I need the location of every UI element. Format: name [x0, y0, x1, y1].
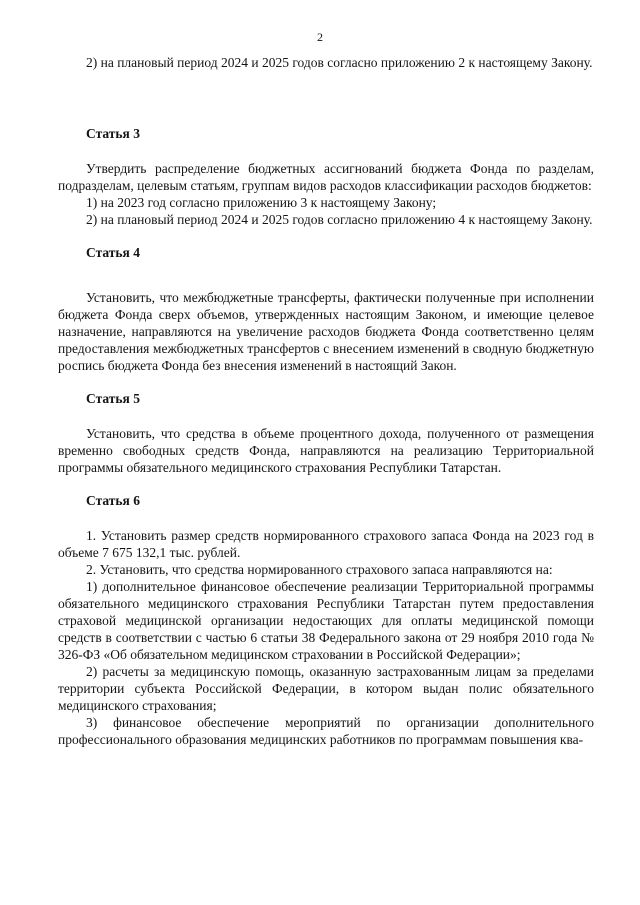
article-4-heading: Статья 4 [86, 245, 140, 260]
intro-paragraph: 2) на плановый период 2024 и 2025 годов согласно приложению 2 к настоящему Закону. [86, 55, 593, 70]
article-5-paragraph-1: Установить, что средства в объеме процентного дохода, полученного от размещения временно свободных средств Фонда, направляются на реализацию Территориальной программы обязательного медицинского страхования Республики Татарстан. [58, 426, 594, 475]
article-3-paragraph-3: 2) на плановый период 2024 и 2025 годов согласно приложению 4 к настоящему Закону. [86, 212, 593, 227]
article-6-paragraph-1: 1. Установить размер средств нормированного страхового запаса Фонда на 2023 год в объеме 7 675 132,1 тыс. рублей. [58, 528, 594, 560]
article-3-paragraph-2: 1) на 2023 год согласно приложению 3 к настоящему Закону; [86, 195, 437, 210]
article-6 [58, 492, 594, 748]
article-5-heading: Статья 5 [86, 391, 140, 406]
article-3 [58, 125, 594, 228]
article-6-paragraph-2: 2. Установить, что средства нормированного страхового запаса направляются на: [86, 562, 553, 577]
article-6-paragraph-4: 2) расчеты за медицинскую помощь, оказанную застрахованным лицам за пределами территории субъекта Российской Федерации, в котором выдан полис обязательного медицинского страхования; [58, 664, 594, 713]
article-6-paragraph-5: 3) финансовое обеспечение мероприятий по организации дополнительного профессионального образования медицинских работников по программам повышения ква- [58, 715, 594, 747]
article-6-heading: Статья 6 [86, 493, 140, 508]
page-number: 2 [317, 30, 323, 44]
article-3-paragraph-1: Утвердить распределение бюджетных ассигнований бюджета Фонда по разделам, подразделам, целевым статьям, группам видов расходов классификации расходов бюджетов: [58, 161, 594, 193]
article-4-paragraph-1: Установить, что межбюджетные трансферты, фактически полученные при исполнении бюджета Фонда сверх объемов, утвержденных настоящим Законом, и имеющие целевое назначение, направляются на увеличение расходов бюджета Фонда соответственно целям предоставления межбюджетных трансфертов с внесением изменений в сводную бюджетную роспись бюджета Фонда без внесения изменений в настоящий Закон. [58, 290, 594, 373]
article-4 [58, 244, 594, 374]
article-6-paragraph-3: 1) дополнительное финансовое обеспечение реализации Территориальной программы обязательного медицинского страхования Республики Татарстан путем предоставления страховой медицинской организации недостающих для оплаты медицинской помощи средств в соответствии с частью 6 статьи 38 Федерального закона от 29 ноября 2010 года № 326-ФЗ «Об обязательном медицинском страховании в Российской Федерации»; [58, 579, 594, 662]
article-5 [58, 390, 594, 476]
document-body [58, 54, 594, 748]
article-3-heading: Статья 3 [86, 126, 140, 141]
